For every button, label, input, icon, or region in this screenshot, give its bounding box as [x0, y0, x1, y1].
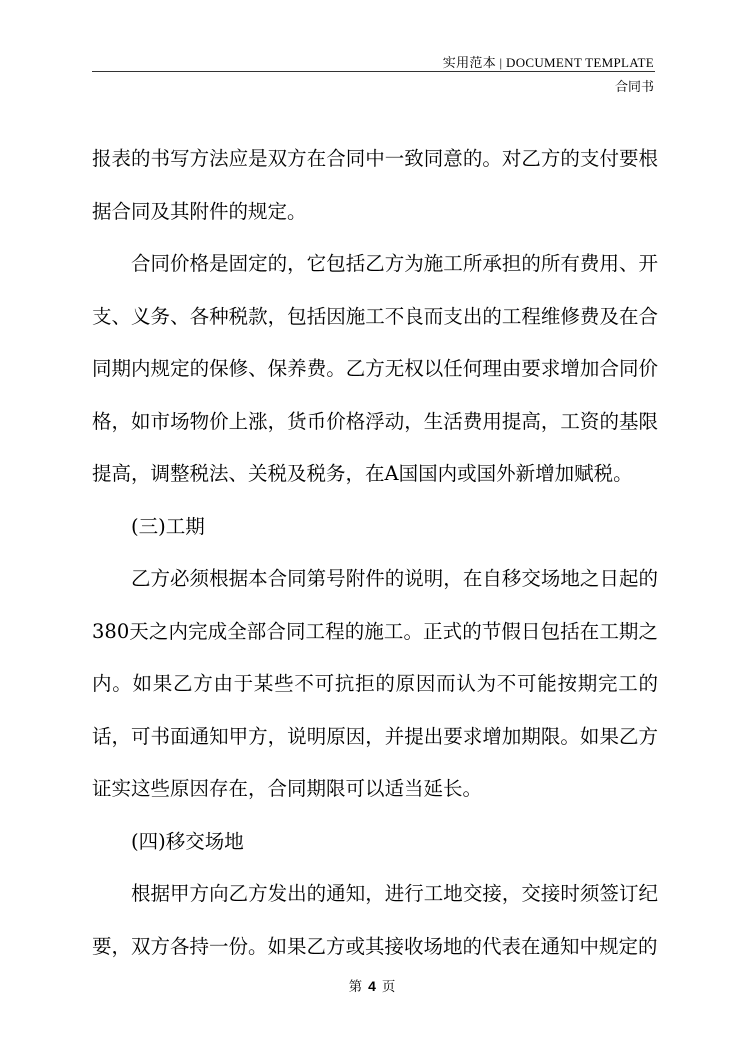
footer-suffix: 页: [381, 979, 396, 995]
page-footer: [0, 975, 744, 995]
page-number: 4: [368, 978, 376, 994]
section-heading-site-handover: (四)移交场地: [131, 829, 244, 853]
header-divider: [92, 71, 655, 72]
footer-prefix: 第: [348, 979, 363, 995]
header-subtitle: 合同书: [614, 80, 654, 95]
document-body: [92, 133, 658, 973]
paragraph-site-handover: 根据甲方向乙方发出的通知，进行工地交接，交接时须签订纪要，双方各持一份。如果乙方或其接收场地的代表在通知中规定的: [92, 882, 658, 958]
header-title: 实用范本 | DOCUMENT TEMPLATE: [442, 55, 654, 70]
paragraph-contract-price: 合同价格是固定的，它包括乙方为施工所承担的所有费用、开支、义务、各种税款，包括因施工不良而支出的工程维修费及在合同期内规定的保修、保养费。乙方无权以任何理由要求增加合同价格，如市场物价上涨，货币价格浮动，生活费用提高，工资的基限提高，调整税法、关税及税务，在A国国内或国外新增加赋税。: [92, 252, 658, 485]
paragraph-schedule: 乙方必须根据本合同第号附件的说明，在自移交场地之日起的380天之内完成全部合同工程的施工。正式的节假日包括在工期之内。如果乙方由于某些不可抗拒的原因而认为不可能按期完工的话，可书面通知甲方，说明原因，并提出要求增加期限。如果乙方证实这些原因存在，合同期限可以适当延长。: [92, 567, 658, 800]
section-heading-schedule: (三)工期: [131, 514, 205, 538]
paragraph-continuation: 报表的书写方法应是双方在合同中一致同意的。对乙方的支付要根据合同及其附件的规定。: [92, 147, 658, 223]
